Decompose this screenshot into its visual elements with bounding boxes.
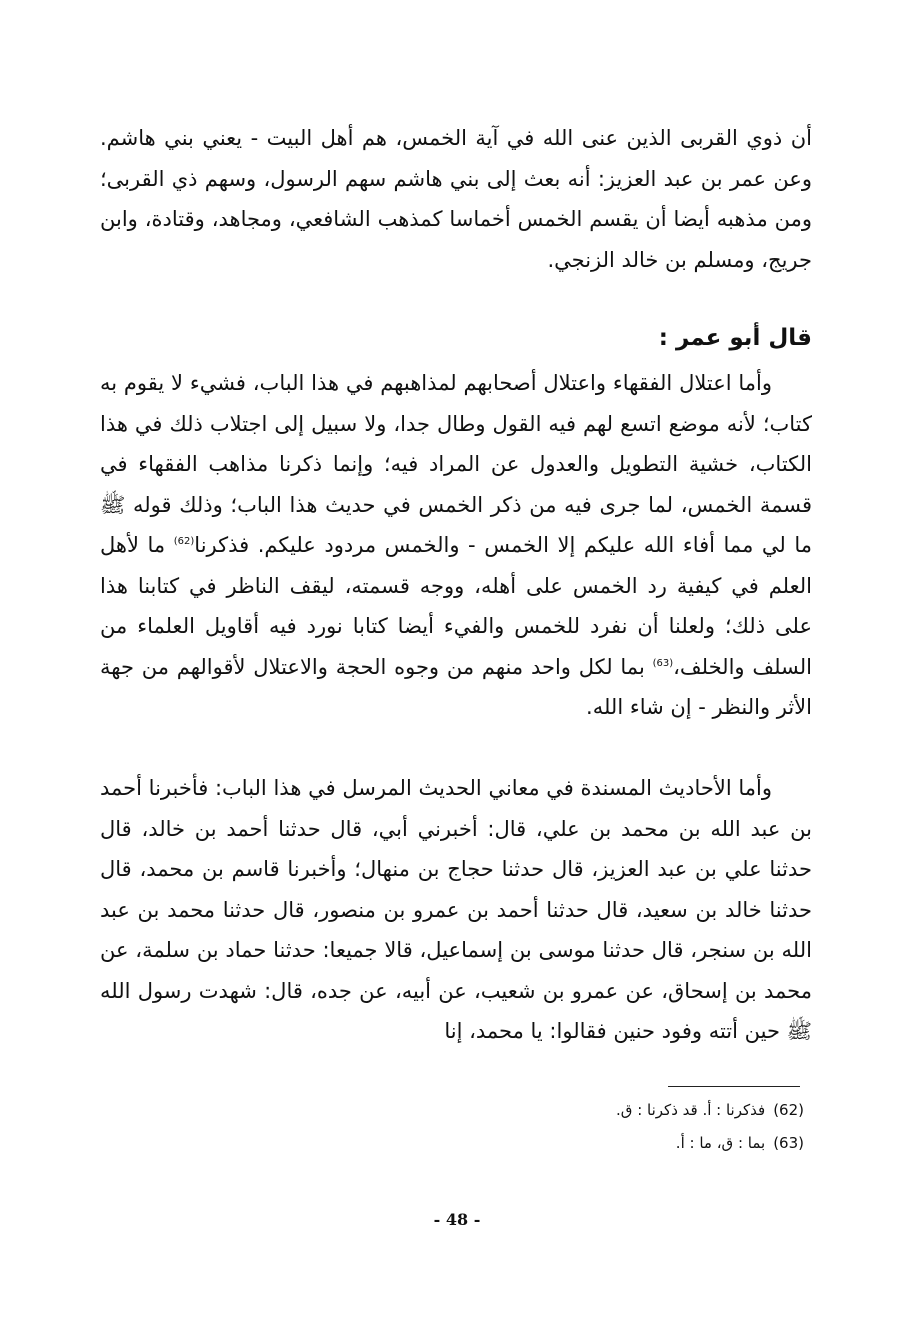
paragraph-3-text: وأما الأحاديث المسندة في معاني الحديث المرسل في هذا الباب: فأخبرنا أحمد بن عبد الله بن محمد بن علي، قال: أخبرني أبي، قال حدثنا أحمد بن خالد، قال حدثنا علي بن عبد العزيز، قال حدثنا حجاج بن منهال؛ وأخبرنا قاسم بن محمد، قال حدثنا خالد بن سعيد، قال حدثنا أحمد بن عمرو بن منصور، قال حدثنا محمد بن عبد الله بن سنجر، قال حدثنا موسى بن إسماعيل، قالا جميعا: حدثنا حماد بن سلمة، عن محمد بن إسحاق، عن عمرو بن شعيب، عن أبيه، عن جده، قال: شهدت رسول الله ﷺ حين أتته وفود حنين فقالوا: يا محمد، إنا <box>100 776 812 1043</box>
paragraph-2-part-1: وأما اعتلال الفقهاء واعتلال أصحابهم لمذاهبهم في هذا الباب، فشيء لا يقوم به كتاب؛ لأنه موضع اتسع لهم فيه القول وطال جدا، ولا سبيل إلى اجتلاب ذلك في هذا الكتاب، خشية التطويل والعدول عن المراد فيه؛ وإنما ذكرنا مذاهب الفقهاء في قسمة الخمس، لما جرى فيه من ذكر الخمس في حديث هذا الباب؛ وذلك قوله ﷺ ما لي مما أفاء الله عليكم إلا الخمس - والخمس مردود عليكم. فذكرنا <box>100 371 813 557</box>
paragraph-1-text: أن ذوي القربى الذين عنى الله في آية الخمس، هم أهل البيت - يعني بني هاشم. وعن عمر بن عبد العزيز: أنه بعث إلى بني هاشم سهم الرسول، وسهم ذي القربى؛ ومن مذهبه أيضا أن يقسم الخمس أخماسا كمذهب الشافعي، ومجاهد، وقتادة، وابن جريج، ومسلم بن خالد الزنجي. <box>100 126 812 272</box>
paragraph-2 <box>100 363 812 728</box>
footnote-separator <box>668 1086 800 1087</box>
footnote-number: (63) <box>773 1134 804 1152</box>
footnote-ref-62: (62) <box>173 536 195 547</box>
footnote-text: بما : ق، ما : أ. <box>675 1134 766 1152</box>
paragraph-2-text <box>100 363 812 728</box>
section-heading: قال أبو عمر : <box>658 325 812 351</box>
footnote-text: فذكرنا : أ. قد ذكرنا : ق. <box>616 1101 766 1119</box>
paragraph-3 <box>100 768 812 1052</box>
footnote-63 <box>400 1127 804 1160</box>
footnotes <box>400 1094 804 1160</box>
footnote-62 <box>400 1094 804 1127</box>
footnote-ref-63: (63) <box>652 657 674 669</box>
footnote-number: (62) <box>773 1101 804 1119</box>
paragraph-2-part-3: بما لكل واحد منهم من وجوه الحجة والاعتلال لأقوالهم من جهة الأثر والنظر - إن شاء الله. <box>100 654 812 719</box>
paragraph-1 <box>100 118 812 280</box>
page-number: - 48 - <box>433 1210 481 1229</box>
paragraph-2-part-2: ما لأهل العلم في كيفية رد الخمس على أهله، ووجه قسمته، ليقف الناظر في كتابنا هذا على ذلك؛ ولعلنا أن نفرد للخمس والفيء أيضا كتابا نورد فيه أقاويل العلماء من السلف والخلف، <box>100 533 812 679</box>
